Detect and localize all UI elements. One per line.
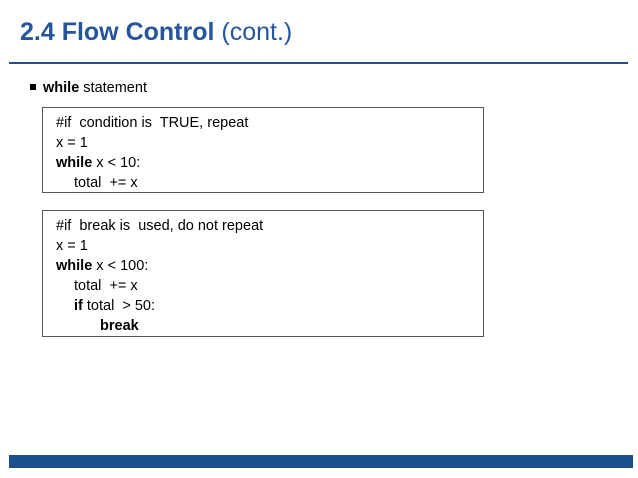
title-suffix: (cont.)	[221, 18, 293, 46]
code-line-while	[56, 153, 483, 173]
bullet-keyword: while	[43, 80, 80, 96]
code-block-while	[42, 107, 484, 193]
footer-bar	[9, 455, 633, 468]
slide-title	[20, 14, 292, 50]
code-block-while-break	[42, 210, 484, 337]
bullet-text: statement	[83, 80, 147, 96]
code-line: x = 1	[56, 238, 88, 254]
bullet-while-statement	[30, 78, 147, 98]
code-comment: #if break is used, do not repeat	[56, 218, 264, 234]
code-line-if	[56, 296, 483, 316]
code-line: x = 1	[56, 135, 88, 151]
title-divider	[9, 62, 628, 64]
keyword-break: break	[100, 318, 139, 334]
title-main: 2.4 Flow Control	[20, 18, 215, 46]
code-line-break	[56, 316, 483, 336]
code-text: total > 50:	[82, 298, 156, 314]
keyword-if: if	[74, 298, 83, 314]
code-line: total += x	[74, 278, 138, 294]
square-bullet-icon	[30, 84, 36, 90]
code-text: x < 10:	[92, 155, 141, 171]
code-comment: #if condition is TRUE, repeat	[56, 115, 249, 131]
code-line: total += x	[74, 175, 138, 191]
code-line-while	[56, 256, 483, 276]
keyword-while: while	[56, 258, 93, 274]
keyword-while: while	[56, 155, 93, 171]
code-text: x < 100:	[92, 258, 149, 274]
